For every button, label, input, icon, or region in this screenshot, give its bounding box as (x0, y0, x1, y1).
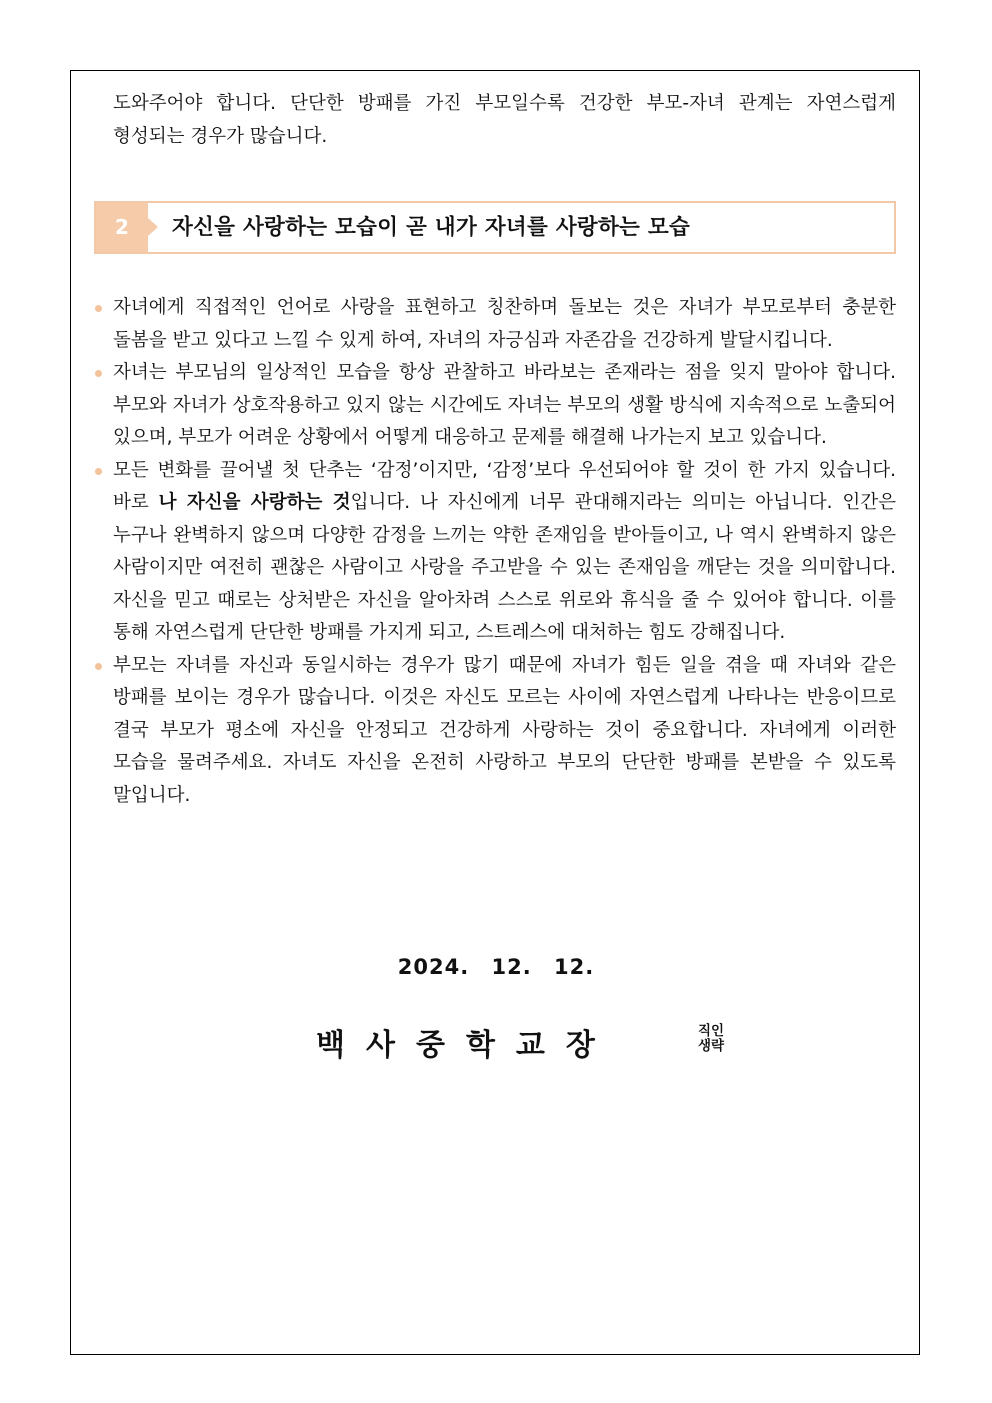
list-item-text: 자녀는 부모님의 일상적인 모습을 항상 관찰하고 바라보는 존재라는 점을 잊지 말아야 합니다. 부모와 자녀가 상호작용하고 있지 않는 시간에도 자녀는 부모의 생활 방식에 지속적으로 노출되어 있으며, 부모가 어려운 상황에서 어떻게 대응하고 문제를 해결해 나가는지 보고 있습니다. (113, 362, 896, 448)
list-item (93, 455, 896, 650)
intro-paragraph: 도와주어야 합니다. 단단한 방패를 가진 부모일수록 건강한 부모-자녀 관계는 자연스럽게 형성되는 경우가 많습니다. (113, 93, 896, 147)
official-seal-note (694, 1024, 728, 1054)
bullet-dot-icon (95, 370, 102, 377)
list-item-text-after: 입니다. 나 자신에게 너무 관대해지라는 의미는 아닙니다. 인간은 누구나 완벽하지 않으며 다양한 감정을 느끼는 약한 존재임을 받아들이고, 나 역시 완벽하지 않은 사람이지만 여전히 괜찮은 사람이고 사랑을 주고받을 수 있는 존재임을 깨닫는 것을 의미합니다. 자신을 믿고 때로는 상처받은 자신을 알아차려 스스로 위로와 휴식을 줄 수 있어야 합니다. 이를 통해 자연스럽게 단단한 방패를 가지게 되고, 스트레스에 대처하는 힘도 강해집니다. (113, 492, 896, 643)
bullet-dot-icon (95, 468, 102, 475)
section-arrow-icon (148, 218, 158, 236)
list-item (93, 357, 896, 455)
issue-date: 2024. 12. 12. (397, 955, 595, 979)
section-title: 자신을 사랑하는 모습이 곧 내가 자녀를 사랑하는 모습 (172, 215, 691, 240)
list-item-text: 부모는 자녀를 자신과 동일시하는 경우가 많기 때문에 자녀가 힘든 일을 겪을 때 자녀와 같은 방패를 보이는 경우가 많습니다. 이것은 자신도 모르는 사이에 자연스럽게 나타나는 반응이므로 결국 부모가 평소에 자신을 안정되고 건강하게 사랑하는 것이 중요합니다. 자녀에게 이러한 모습을 물려주세요. 자녀도 자신을 온전히 사랑하고 부모의 단단한 방패를 본받을 수 있도록 말입니다. (113, 654, 896, 806)
bullet-dot-icon (95, 663, 102, 670)
principal-signature: 백사중학교장 (316, 1028, 616, 1063)
seal-line-1: 직인 (697, 1023, 725, 1039)
section-header (94, 201, 896, 254)
list-item (93, 292, 896, 357)
list-item (93, 650, 896, 813)
list-item-text-before: 모든 변화를 끌어낼 첫 단추는 ‘감정’이지만, ‘감정’보다 우선되어야 할 것이 한 가지 있습니다. 바로 (113, 459, 896, 513)
seal-line-2: 생략 (697, 1038, 725, 1054)
bullet-list (93, 292, 896, 812)
section-number: 2 (115, 215, 129, 239)
bullet-dot-icon (95, 305, 102, 312)
list-item-emphasis: 나 자신을 사랑하는 것 (158, 492, 351, 513)
list-item-text: 자녀에게 직접적인 언어로 사랑을 표현하고 칭찬하며 돌보는 것은 자녀가 부모로부터 충분한 돌봄을 받고 있다고 느낄 수 있게 하여, 자녀의 자긍심과 자존감을 건강하게 발달시킵니다. (113, 297, 896, 351)
